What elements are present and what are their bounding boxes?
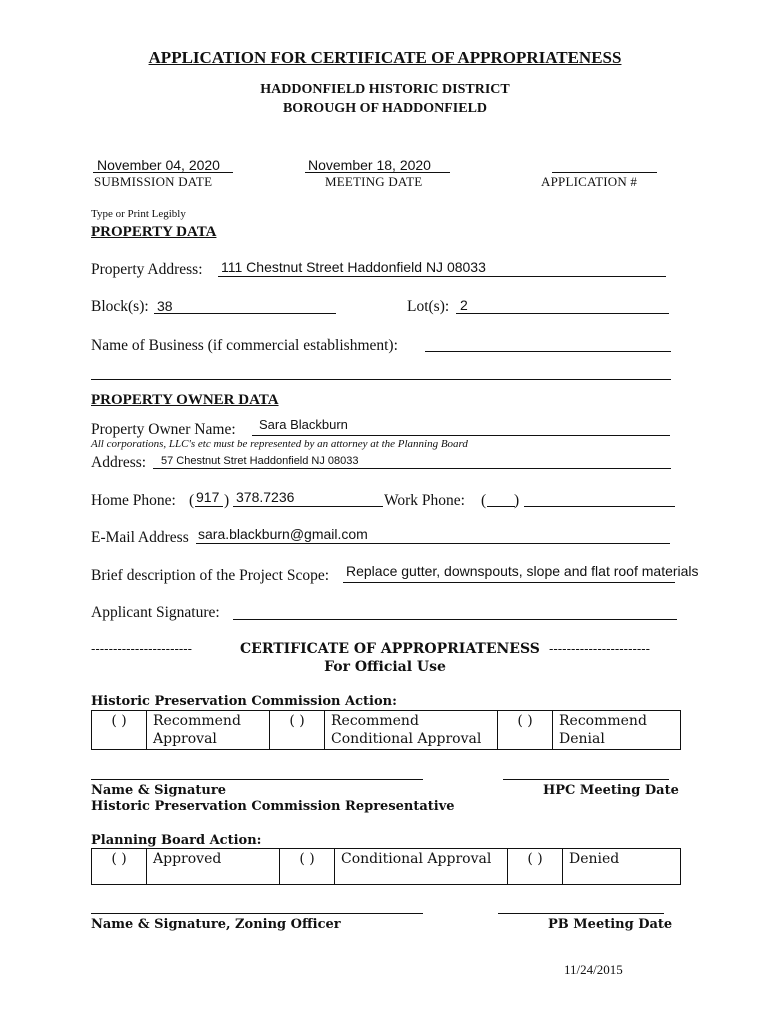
hpc-conditional-line1: Recommend: [331, 713, 419, 729]
owner-data-heading: PROPERTY OWNER DATA: [91, 392, 279, 408]
official-subheading: For Official Use: [324, 659, 446, 675]
owner-name-label: Property Owner Name:: [91, 421, 236, 438]
meeting-date-line: [305, 172, 450, 173]
attorney-note: All corporations, LLC's etc must be represented by an attorney at the Planning Board: [91, 438, 468, 450]
owner-address-line: [153, 468, 671, 469]
pb-denied-checkbox[interactable]: ( ): [508, 849, 563, 885]
meeting-date-value[interactable]: November 18, 2020: [308, 157, 431, 173]
hpc-denial-checkbox[interactable]: ( ): [498, 711, 553, 750]
district-name: HADDONFIELD HISTORIC DISTRICT: [260, 82, 510, 97]
borough-name: BOROUGH OF HADDONFIELD: [282, 101, 488, 116]
official-heading: CERTIFICATE OF APPROPRIATENESS: [240, 641, 540, 657]
pb-denied-option: Denied: [563, 849, 681, 885]
form-title: APPLICATION FOR CERTIFICATE OF APPROPRIATENESS: [148, 48, 622, 67]
pb-signature-line[interactable]: [91, 913, 423, 914]
business-name-line: [425, 351, 671, 352]
lot-value[interactable]: 2: [460, 297, 468, 313]
hpc-conditional-checkbox[interactable]: ( ): [270, 711, 325, 750]
instruction-text: Type or Print Legibly: [91, 208, 186, 220]
hpc-date-label: HPC Meeting Date: [543, 783, 679, 798]
applicant-signature-label: Applicant Signature:: [91, 604, 220, 621]
owner-address-value[interactable]: 57 Chestnut Stret Haddonfield NJ 08033: [161, 455, 359, 467]
property-data-heading: PROPERTY DATA: [91, 224, 217, 240]
footer-date: 11/24/2015: [564, 962, 623, 977]
lot-label: Lot(s):: [407, 298, 450, 315]
pb-approved-checkbox[interactable]: ( ): [92, 849, 147, 885]
hpc-signature-label: Name & Signature: [91, 783, 226, 798]
hpc-representative-label: Historic Preservation Commission Representative: [91, 799, 455, 814]
home-phone-area-code[interactable]: 917: [196, 489, 220, 505]
email-label: E-Mail Address: [91, 529, 189, 546]
work-area-code-line: [487, 506, 515, 507]
meeting-date-label: MEETING DATE: [325, 174, 423, 189]
hpc-conditional-line2: Conditional Approval: [331, 731, 482, 747]
pb-conditional-checkbox[interactable]: ( ): [280, 849, 335, 885]
pb-conditional-option: Conditional Approval: [335, 849, 508, 885]
hpc-approval-line1: Recommend: [153, 713, 241, 729]
work-phone-open-paren: (: [481, 492, 487, 509]
home-phone-open-paren: (: [189, 492, 195, 509]
email-line: [196, 543, 670, 544]
property-address-line: [218, 276, 666, 277]
home-phone-line: [233, 506, 383, 507]
home-area-code-line: [195, 506, 223, 507]
property-address-label: Property Address:: [91, 261, 203, 278]
business-name-line-2: [91, 379, 671, 380]
hpc-date-line[interactable]: [503, 779, 669, 780]
project-scope-value[interactable]: Replace gutter, downspouts, slope and flat roof materials: [346, 563, 699, 579]
hpc-approval-line2: Approval: [153, 731, 217, 747]
dashes-right: -----------------------: [549, 642, 651, 657]
pb-approved-option: Approved: [147, 849, 280, 885]
block-line: [154, 313, 336, 314]
applicant-signature-line[interactable]: [233, 619, 677, 620]
submission-date-label: SUBMISSION DATE: [94, 174, 213, 189]
owner-name-value[interactable]: Sara Blackburn: [259, 417, 348, 432]
hpc-action-table: [91, 710, 681, 750]
owner-address-label: Address:: [91, 454, 147, 471]
hpc-action-title: Historic Preservation Commission Action:: [91, 694, 397, 709]
hpc-conditional-option: [325, 711, 498, 750]
submission-date-value[interactable]: November 04, 2020: [97, 157, 220, 173]
hpc-denial-line1: Recommend: [559, 713, 647, 729]
lot-line: [456, 313, 669, 314]
block-value[interactable]: 38: [157, 298, 173, 314]
email-value[interactable]: sara.blackburn@gmail.com: [198, 526, 368, 542]
application-number-label: APPLICATION #: [541, 174, 638, 189]
hpc-denial-line2: Denial: [559, 731, 605, 747]
hpc-denial-option: [553, 711, 681, 750]
hpc-signature-line[interactable]: [91, 779, 423, 780]
pb-action-table: [91, 848, 681, 885]
pb-signature-label: Name & Signature, Zoning Officer: [91, 917, 341, 932]
pb-action-title: Planning Board Action:: [91, 833, 262, 848]
project-scope-label: Brief description of the Project Scope:: [91, 567, 330, 584]
pb-date-label: PB Meeting Date: [548, 917, 673, 932]
pb-date-line[interactable]: [498, 913, 664, 914]
submission-date-line: [93, 172, 233, 173]
owner-name-line: [252, 435, 670, 436]
project-scope-line: [343, 582, 675, 583]
business-name-label: Name of Business (if commercial establishment):: [91, 337, 398, 354]
property-address-value[interactable]: 111 Chestnut Street Haddonfield NJ 08033: [221, 259, 486, 275]
work-phone-label: Work Phone:: [384, 492, 465, 509]
home-phone-close-paren: ): [224, 492, 230, 509]
work-phone-close-paren: ): [514, 492, 520, 509]
hpc-approval-option: [147, 711, 270, 750]
hpc-approval-checkbox[interactable]: ( ): [92, 711, 147, 750]
block-label: Block(s):: [91, 298, 149, 315]
application-number-line: [552, 172, 657, 173]
dashes-left: -----------------------: [91, 642, 193, 657]
home-phone-label: Home Phone:: [91, 492, 176, 509]
home-phone-number[interactable]: 378.7236: [236, 489, 295, 505]
work-phone-line: [524, 506, 675, 507]
